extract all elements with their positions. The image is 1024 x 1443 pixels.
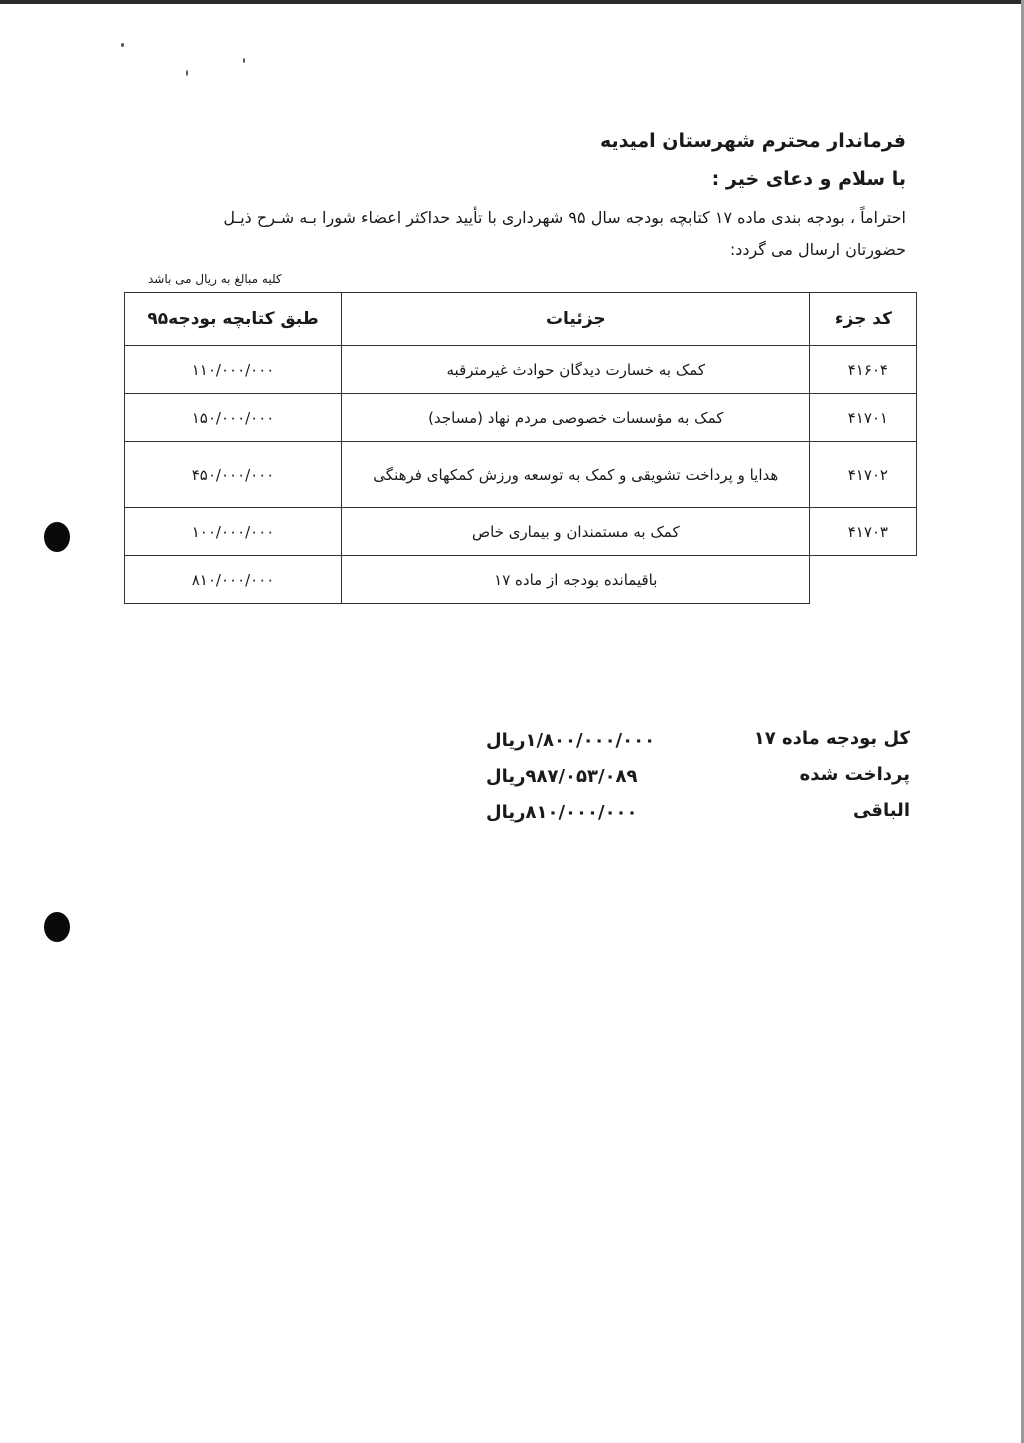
- header-code: کد جزء: [810, 293, 917, 346]
- summary-paid-value: ۹۸۷/۰۵۳/۰۸۹ریال: [486, 766, 638, 787]
- summary-total-value: ۱/۸۰۰/۰۰۰/۰۰۰ریال: [486, 730, 656, 751]
- scan-speck: [121, 43, 124, 47]
- cell-code: ۴۱۷۰۲: [810, 442, 917, 508]
- punch-hole-upper: [44, 522, 70, 552]
- cell-details: هدایا و پرداخت تشویقی و کمک به توسعه ورزش کمکهای فرهنگی: [342, 442, 810, 508]
- table-row: [125, 508, 917, 556]
- header-details: جزئیات: [342, 293, 810, 346]
- cell-remainder-details: باقیمانده بودجه از ماده ۱۷: [342, 556, 810, 604]
- cell-code: ۴۱۶۰۴: [810, 346, 917, 394]
- punch-hole-lower: [44, 912, 70, 942]
- table-row-remainder: [125, 556, 917, 604]
- letter-body-line-1: احتراماً ، بودجه بندی ماده ۱۷ کتابچه بودجه سال ۹۵ شهرداری با تأیید حداکثر اعضاء شورا بـه شـرح ذیـل: [223, 208, 906, 227]
- cell-code: ۴۱۷۰۳: [810, 508, 917, 556]
- summary-remaining-value: ۸۱۰/۰۰۰/۰۰۰ریال: [486, 802, 638, 823]
- scan-speck: [243, 58, 245, 63]
- summary-remaining-label: الباقی: [852, 800, 910, 821]
- cell-amount: ۱۰۰/۰۰۰/۰۰۰: [125, 508, 342, 556]
- cell-amount: ۱۱۰/۰۰۰/۰۰۰: [125, 346, 342, 394]
- scan-speck: [186, 70, 188, 76]
- letter-greeting: با سلام و دعای خیر :: [711, 168, 906, 190]
- table-row: [125, 346, 917, 394]
- budget-table: [124, 292, 917, 604]
- table-header-row: [125, 293, 917, 346]
- cell-amount: ۱۵۰/۰۰۰/۰۰۰: [125, 394, 342, 442]
- summary-total-label: کل بودجه ماده ۱۷: [753, 728, 910, 749]
- letter-recipient: فرماندار محترم شهرستان امیدیه: [599, 130, 906, 152]
- cell-code: ۴۱۷۰۱: [810, 394, 917, 442]
- unit-note: کلیه مبالغ به ریال می باشد: [148, 272, 282, 286]
- cell-code-empty: [810, 556, 917, 604]
- header-amount: طبق کتابچه بودجه۹۵: [125, 293, 342, 346]
- table-row: [125, 442, 917, 508]
- scan-top-edge: [0, 0, 1024, 4]
- table-row: [125, 394, 917, 442]
- summary-paid-label: پرداخت شده: [799, 764, 910, 785]
- letter-body: [126, 202, 906, 266]
- cell-remainder-amount: ۸۱۰/۰۰۰/۰۰۰: [125, 556, 342, 604]
- cell-amount: ۴۵۰/۰۰۰/۰۰۰: [125, 442, 342, 508]
- cell-details: کمک به مستمندان و بیماری خاص: [342, 508, 810, 556]
- letter-body-line-2: حضورتان ارسال می گردد:: [729, 240, 906, 259]
- cell-details: کمک به خسارت دیدگان حوادث غیرمترقبه: [342, 346, 810, 394]
- cell-details: کمک به مؤسسات خصوصی مردم نهاد (مساجد): [342, 394, 810, 442]
